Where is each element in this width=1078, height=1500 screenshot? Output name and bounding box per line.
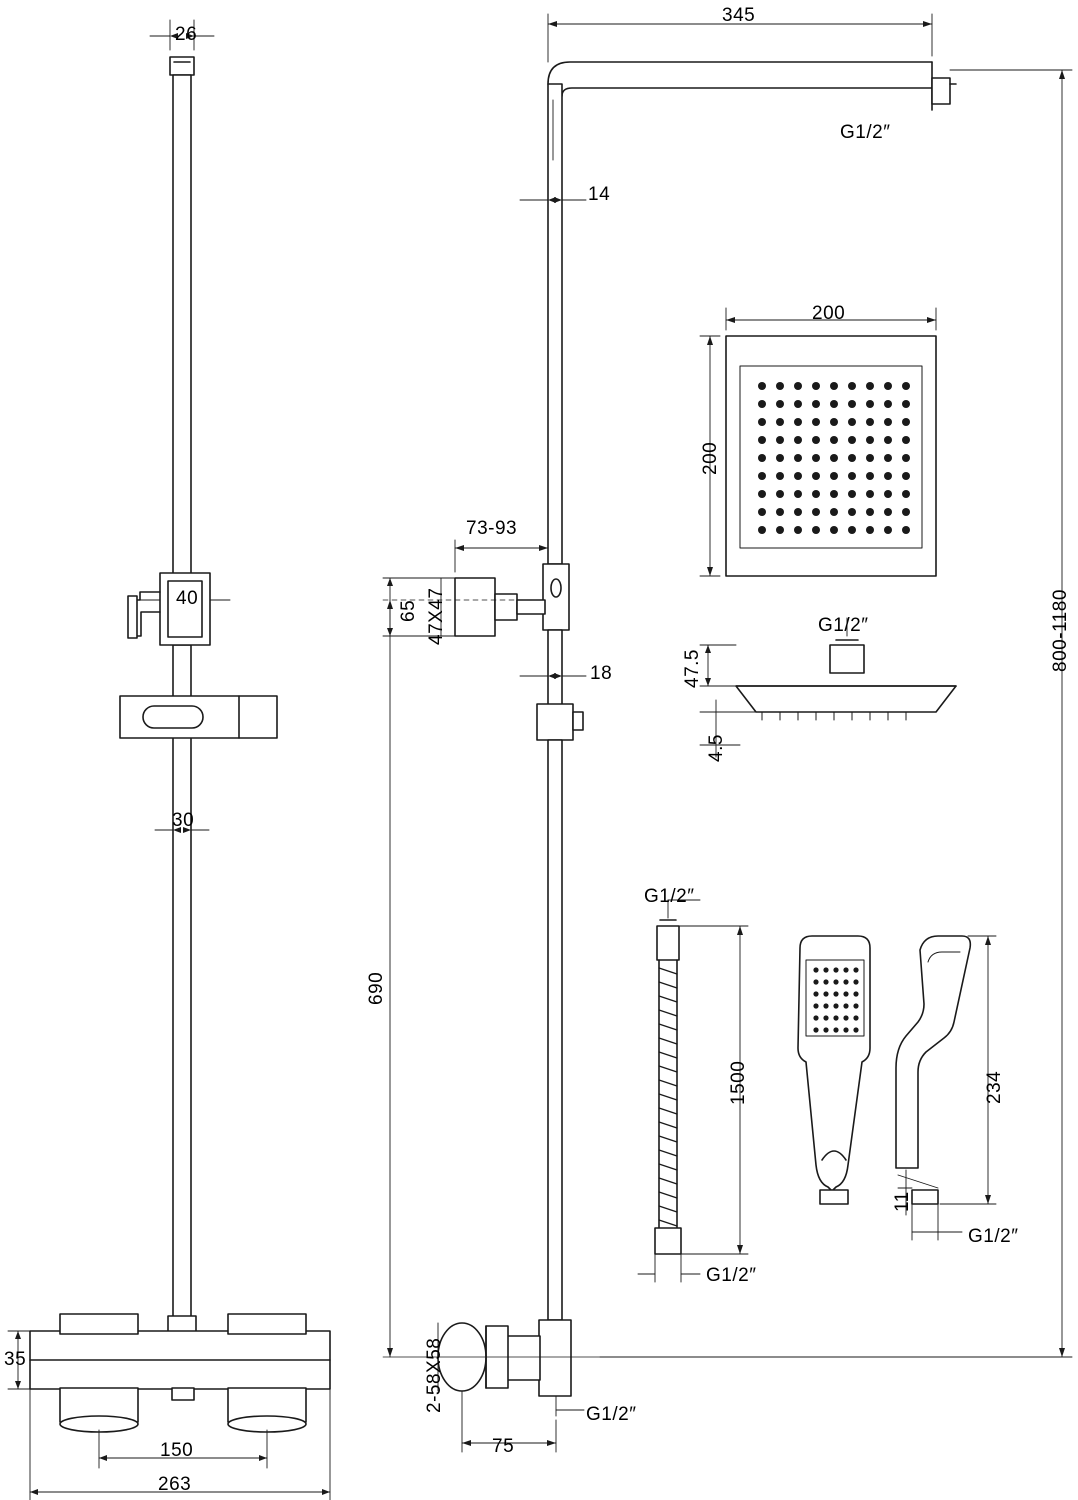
dim-head-thickness: 47.5 — [682, 649, 703, 688]
dim-overall-height-range: 800-1180 — [1050, 589, 1071, 672]
dim-rail-top-width: 26 — [175, 24, 198, 45]
dim-wall-plate-size: 2-58X58 — [424, 1337, 445, 1413]
dim-hose-thread-bottom: G1/2″ — [706, 1265, 757, 1286]
dim-head-thread: G1/2″ — [818, 615, 869, 636]
dim-bracket-width: 40 — [176, 588, 199, 609]
dim-arm-inlet-thread: G1/2″ — [840, 122, 891, 143]
dim-inlet-thread: G1/2″ — [586, 1404, 637, 1425]
dim-head-plate: 4.5 — [706, 734, 727, 762]
dim-diverter-range: 73-93 — [466, 518, 518, 539]
dim-valve-height: 35 — [4, 1349, 27, 1370]
dim-bracket-offset: 65 — [398, 599, 419, 622]
dim-riser-offset: 14 — [588, 184, 611, 205]
dim-hose-thread-top: G1/2″ — [644, 886, 695, 907]
dim-centres: 150 — [160, 1440, 194, 1461]
dim-valve-width: 263 — [158, 1474, 192, 1495]
dim-riser-height: 690 — [366, 971, 387, 1005]
dim-bracket-size: 47X47 — [426, 587, 447, 645]
dim-head-width: 200 — [812, 303, 846, 324]
dim-arm-length: 345 — [722, 5, 756, 26]
dim-hose-length: 1500 — [728, 1060, 749, 1105]
dim-head-depth: 200 — [700, 441, 721, 475]
dim-outlet-offset: 18 — [590, 663, 613, 684]
dim-handset-thread: G1/2″ — [968, 1226, 1019, 1247]
dim-inlet-projection: 75 — [492, 1436, 515, 1457]
dim-rail-diameter: 30 — [172, 810, 195, 831]
dim-handset-inlet-dia: 11 — [892, 1191, 913, 1212]
dim-handset-length: 234 — [984, 1070, 1005, 1104]
